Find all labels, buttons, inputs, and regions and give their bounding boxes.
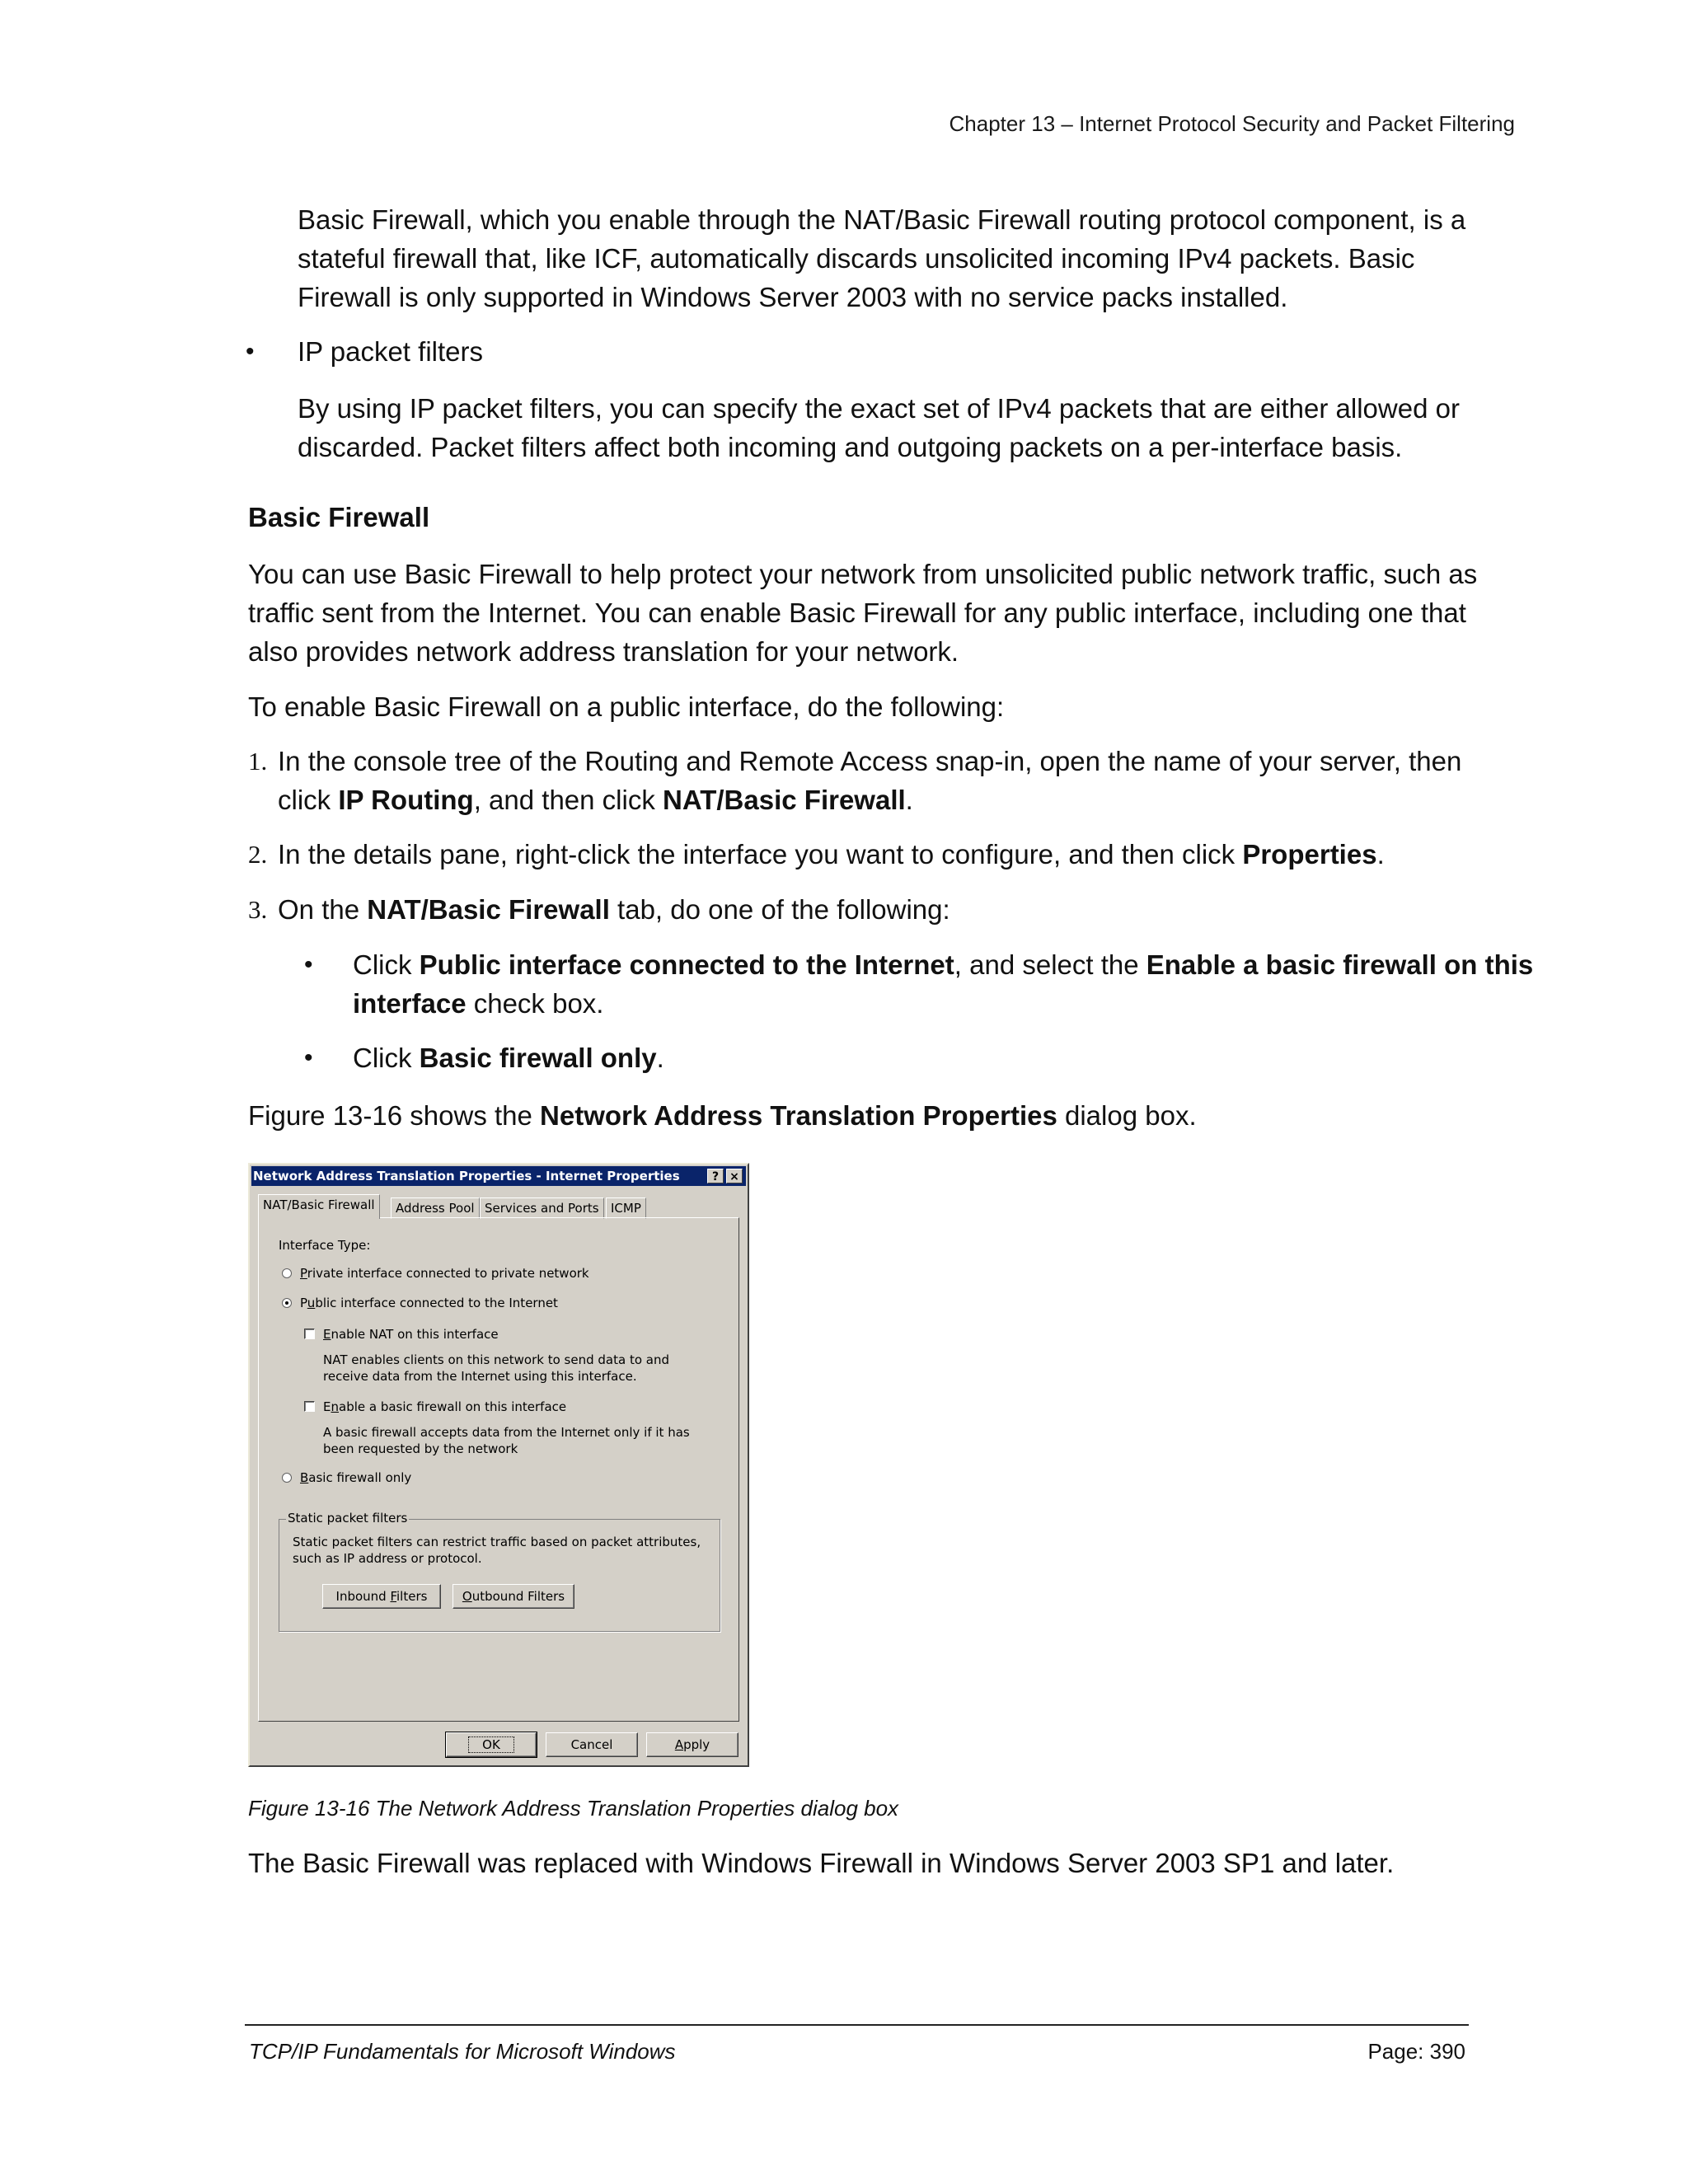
ui-term: Enable a basic firewall on this [1146,949,1534,980]
static-packet-filters-group [279,1511,720,1632]
group-title: Static packet filters [288,1511,408,1526]
text: Click [353,949,420,980]
public-interface-radio[interactable] [282,1298,292,1308]
step-1 [278,742,1461,819]
ip-packet-filters-description [298,389,1460,466]
step-line [353,945,1533,984]
tab-icmp[interactable]: ICMP [606,1197,646,1219]
figure-caption: Figure 13-16 The Network Address Translation Properties dialog box [248,1796,899,1821]
text: dialog box. [1057,1100,1197,1131]
basic-firewall-description: A basic firewall accepts data from the Internet only if it has been requested by the network [323,1425,690,1456]
mnemonic: P [300,1266,307,1281]
text: . [656,1043,664,1073]
mnemonic: O [462,1589,472,1604]
tab-services-and-ports[interactable]: Services and Ports [480,1197,604,1219]
basic-firewall-only-label[interactable] [300,1470,411,1485]
label-text: P [300,1296,307,1310]
step-line [353,984,1533,1023]
bullet-ip-packet-filters: IP packet filters [298,336,483,367]
tab-nat-basic-firewall[interactable]: NAT/Basic Firewall [258,1194,380,1219]
dialog-title: Network Address Translation Properties - Internet Properties [253,1169,680,1183]
paragraph-line: Basic Firewall, which you enable through the NAT/Basic Firewall routing protocol component, is a [298,204,1466,235]
ok-button[interactable] [446,1732,537,1757]
text: tab, do one of the following: [609,894,950,925]
text: . [905,785,913,815]
paragraph-line: traffic sent from the Internet. You can enable Basic Firewall for any public interface, including one that [248,598,1466,628]
step-number: 2. [248,840,268,869]
label-text: Inbound [335,1589,391,1604]
label-text: asic firewall only [308,1470,412,1485]
step-line [278,780,1461,819]
paragraph-line: Firewall is only supported in Windows Server 2003 with no service packs installed. [298,282,1288,312]
mnemonic: u [307,1296,316,1310]
mnemonic: n [331,1399,339,1414]
apply-button[interactable] [646,1732,738,1757]
ui-term: IP Routing [338,785,474,815]
text: Click [353,1043,420,1073]
paragraph-line: You can use Basic Firewall to help protect your network from unsolicited public network traffic, such as [248,559,1478,589]
text: . [1376,839,1385,869]
text: , and select the [954,949,1146,980]
bullet-dot: • [246,338,255,365]
mnemonic: B [300,1470,309,1485]
text: On the [278,894,368,925]
enable-nat-label[interactable] [323,1327,499,1342]
label-text: able a basic firewall on this interface [339,1399,567,1414]
sub-step-public-interface [353,945,1533,1023]
step-number: 1. [248,747,268,776]
dialog-title-bar [251,1166,746,1186]
label-text: ilters [396,1589,428,1604]
ui-term: Network Address Translation Properties [540,1100,1057,1131]
label-text: nable NAT on this interface [331,1327,499,1342]
step-number: 3. [248,895,268,924]
cancel-button[interactable]: Cancel [546,1732,638,1757]
nat-properties-dialog [248,1163,749,1767]
text: Figure 13-16 shows the [248,1100,541,1131]
text: check box. [466,988,604,1019]
step-line: In the console tree of the Routing and Remote Access snap-in, open the name of your server, then [278,746,1462,776]
mnemonic: A [674,1737,684,1752]
private-interface-label[interactable] [300,1266,589,1281]
tab-panel [258,1217,739,1722]
text: click [278,785,339,815]
ui-term: Public interface connected to the Internet [419,949,954,980]
label-text: utbound Filters [471,1589,565,1604]
interface-type-label: Interface Type: [279,1238,371,1253]
paragraph-line: discarded. Packet filters affect both incoming and outgoing packets on a per-interface basis. [298,432,1403,462]
label-text: rivate interface connected to private network [307,1266,589,1281]
ui-term: NAT/Basic Firewall [663,785,906,815]
private-interface-radio[interactable] [282,1268,292,1278]
tab-address-pool[interactable]: Address Pool [391,1197,480,1219]
basic-firewall-only-radio[interactable] [282,1473,292,1483]
label-text: OK [468,1736,514,1753]
section-paragraph [248,555,1477,671]
ui-term: interface [353,988,467,1019]
label-text: E [323,1399,331,1414]
section-heading: Basic Firewall [248,502,430,532]
paragraph-line: stateful firewall that, like ICF, automatically discards unsolicited incoming IPv4 packets. Basic [298,243,1415,274]
mnemonic: F [390,1589,397,1604]
nat-description: NAT enables clients on this network to send data to and receive data from the Internet using this interface. [323,1352,669,1384]
ui-term: NAT/Basic Firewall [367,894,610,925]
enable-nat-checkbox[interactable] [304,1329,315,1339]
bullet-dot: • [304,951,313,978]
step-2 [278,835,1385,874]
closing-paragraph: The Basic Firewall was replaced with Windows Firewall in Windows Server 2003 SP1 and later. [248,1848,1395,1878]
paragraph-line: also provides network address translation for your network. [248,636,959,667]
text: In the details pane, right-click the interface you want to configure, and then click [278,839,1243,869]
inbound-filters-button[interactable] [322,1584,441,1609]
ui-term: Properties [1242,839,1377,869]
label-text: blic interface connected to the Internet [315,1296,558,1310]
figure-reference [248,1096,1197,1135]
static-filters-description: Static packet filters can restrict traffic based on packet attributes, such as IP address or protocol. [293,1535,701,1566]
enable-basic-firewall-checkbox[interactable] [304,1401,315,1412]
footer-divider [245,2024,1469,2026]
close-button[interactable]: × [726,1169,743,1183]
footer-book-title: TCP/IP Fundamentals for Microsoft Windows [249,2039,676,2064]
sub-step-basic-firewall-only [353,1038,664,1077]
label-text: pply [683,1737,710,1752]
public-interface-label[interactable] [300,1296,558,1310]
running-header: Chapter 13 – Internet Protocol Security and Packet Filtering [949,111,1515,136]
help-button[interactable]: ? [707,1169,724,1183]
step-3 [278,890,950,929]
footer-page-number: Page: 390 [1367,2039,1465,2064]
outbound-filters-button[interactable] [452,1584,574,1609]
bullet-dot: • [304,1044,313,1071]
text: , and then click [473,785,663,815]
basic-firewall-description [298,200,1465,316]
mnemonic: E [323,1327,331,1342]
ui-term: Basic firewall only [419,1043,657,1073]
enable-basic-firewall-label[interactable] [323,1399,566,1414]
paragraph-line: By using IP packet filters, you can specify the exact set of IPv4 packets that are either allowed or [298,393,1460,424]
procedure-lead-in: To enable Basic Firewall on a public interface, do the following: [248,691,1005,722]
